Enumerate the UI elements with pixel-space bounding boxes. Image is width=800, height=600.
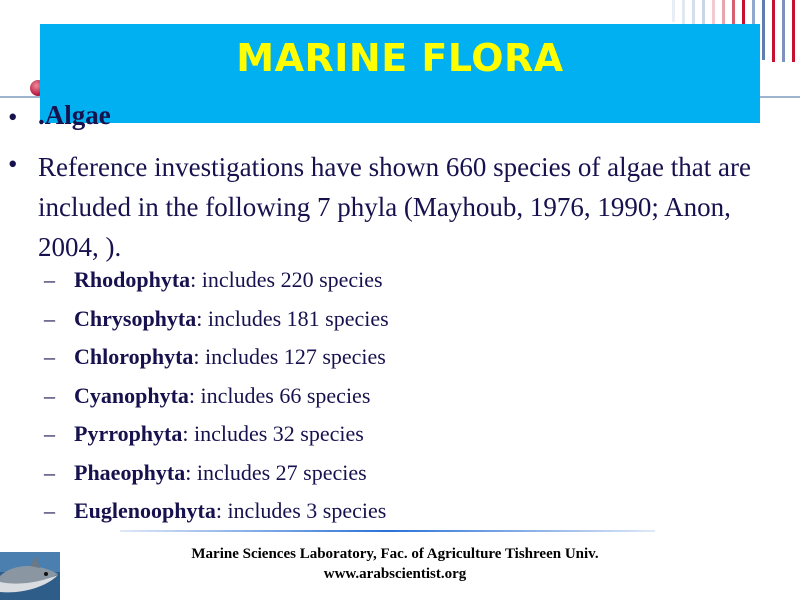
phylum-name: Cyanophyta bbox=[74, 382, 189, 408]
phylum-count: : includes 220 species bbox=[190, 267, 383, 292]
list-item bbox=[44, 338, 389, 377]
bullet-glyph: • bbox=[8, 149, 18, 179]
phylum-name: Euglenoophyta bbox=[74, 498, 216, 523]
slide-title: MARINE FLORA bbox=[236, 36, 564, 80]
dash-glyph: – bbox=[44, 382, 55, 408]
phylum-count: : includes 181 species bbox=[196, 305, 389, 331]
phyla-list bbox=[44, 261, 389, 531]
list-item bbox=[44, 261, 389, 300]
title-box bbox=[40, 24, 760, 123]
phylum-name: Rhodophyta bbox=[74, 267, 191, 292]
footer-institution: Marine Sciences Laboratory, Fac. of Agriculture Tishreen Univ. bbox=[191, 546, 599, 562]
fish-image-icon bbox=[0, 552, 60, 600]
phylum-count: : includes 66 species bbox=[188, 382, 371, 408]
phylum-name: Chrysophyta bbox=[74, 305, 197, 331]
phylum-name: Chlorophyta bbox=[74, 344, 194, 369]
footer-divider bbox=[120, 530, 655, 532]
dash-glyph: – bbox=[44, 267, 55, 292]
dash-glyph: – bbox=[44, 344, 55, 369]
phylum-count: : includes 32 species bbox=[182, 421, 364, 446]
dash-glyph: – bbox=[44, 459, 55, 485]
list-item bbox=[44, 492, 389, 531]
phylum-count: : includes 3 species bbox=[215, 498, 387, 523]
bullet-algae: .Algae bbox=[38, 100, 111, 130]
list-item bbox=[44, 300, 389, 339]
phylum-name: Pyrrophyta bbox=[74, 421, 183, 446]
list-item bbox=[44, 454, 389, 493]
dash-glyph: – bbox=[44, 305, 55, 331]
list-item bbox=[44, 415, 389, 454]
list-item bbox=[44, 377, 389, 416]
bullet-reference-investigations: Reference investigations have shown 660 species of algae that are included in the following 7 phyla (Mayhoub, 1976, 1990; Anon, 2004, ). bbox=[38, 152, 751, 262]
dash-glyph: – bbox=[44, 498, 55, 523]
phylum-count: : includes 127 species bbox=[193, 344, 386, 369]
phylum-count: : includes 27 species bbox=[185, 459, 367, 485]
bullet-glyph: • bbox=[8, 102, 18, 132]
dash-glyph: – bbox=[44, 421, 55, 446]
phylum-name: Phaeophyta bbox=[74, 459, 186, 485]
footer-website: www.arabscientist.org bbox=[323, 566, 467, 582]
footer bbox=[130, 544, 660, 584]
